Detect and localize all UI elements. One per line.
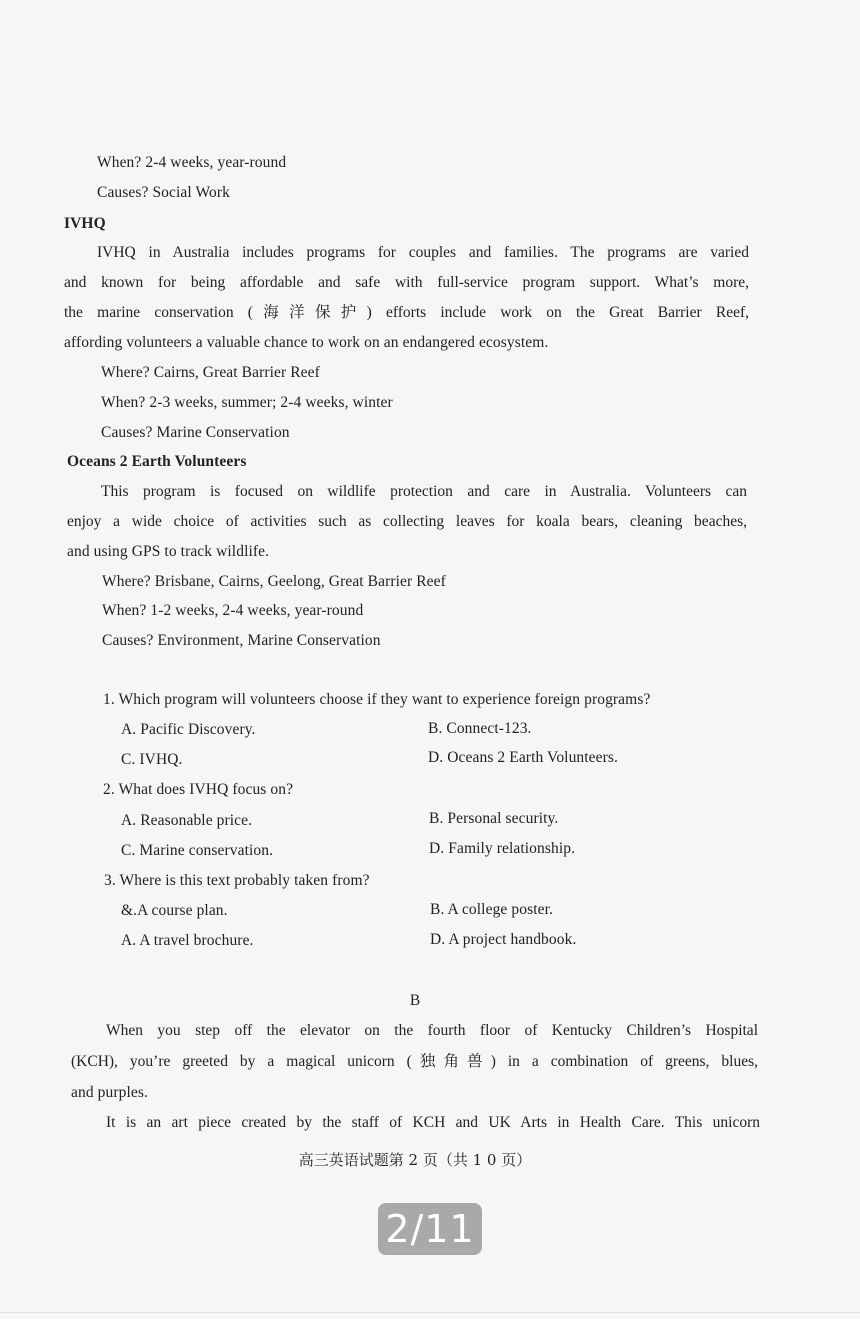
question-1-stem: 1. Which program will volunteers choose if they want to experience foreign programs? (103, 691, 651, 708)
section-b-paragraph-line: It is an art piece created by the staff of KCH and UK Arts in Health Care. This unicorn (106, 1114, 760, 1131)
oceans-heading: Oceans 2 Earth Volunteers (67, 453, 247, 470)
connect-when-line: When? 2-4 weeks, year-round (97, 154, 287, 171)
oceans-when-line: When? 1-2 weeks, 2-4 weeks, year-round (102, 602, 364, 619)
oceans-paragraph-line: enjoy a wide choice of activities such as collecting leaves for koala bears, cleaning beaches, (67, 513, 747, 530)
section-b-paragraph-line: and purples. (71, 1084, 148, 1101)
oceans-causes-line: Causes? Environment, Marine Conservation (102, 632, 381, 649)
bottom-divider (0, 1312, 860, 1313)
ivhq-causes-line: Causes? Marine Conservation (101, 424, 290, 441)
connect-causes-line: Causes? Social Work (97, 184, 230, 201)
question-1-option-a: A. Pacific Discovery. (121, 721, 256, 738)
section-b-paragraph-line: (KCH), you’re greeted by a magical unicorn (独角兽) in a combination of greens, blues, (71, 1053, 758, 1070)
ivhq-when-line: When? 2-3 weeks, summer; 2-4 weeks, winter (101, 394, 393, 411)
question-1-option-c: C. IVHQ. (121, 751, 183, 768)
question-1-option-d: D. Oceans 2 Earth Volunteers. (428, 749, 619, 766)
oceans-paragraph-line: This program is focused on wildlife protection and care in Australia. Volunteers can (101, 483, 747, 500)
ivhq-paragraph-line: IVHQ in Australia includes programs for couples and families. The programs are varied (97, 244, 749, 261)
ivhq-paragraph-line: and known for being affordable and safe with full-service program support. What’s more, (64, 274, 749, 291)
ivhq-paragraph-line: the marine conservation (海洋保护) efforts include work on the Great Barrier Reef, (64, 304, 749, 321)
question-3-option-c: A. A travel brochure. (121, 932, 254, 949)
question-2-option-d: D. Family relationship. (429, 840, 576, 857)
page-indicator-badge: 2/11 (378, 1203, 482, 1255)
question-3-option-b: B. A college poster. (430, 901, 553, 918)
oceans-paragraph-line: and using GPS to track wildlife. (67, 543, 270, 560)
page-footer: 高三英语试题第 2 页（共 1 0 页） (298, 1151, 532, 1169)
question-3-stem: 3. Where is this text probably taken from? (104, 872, 370, 889)
question-3-option-a: &.A course plan. (121, 902, 228, 919)
oceans-where-line: Where? Brisbane, Cairns, Geelong, Great Barrier Reef (102, 573, 446, 590)
question-2-option-a: A. Reasonable price. (121, 812, 253, 829)
question-2-stem: 2. What does IVHQ focus on? (103, 781, 294, 798)
ivhq-heading: IVHQ (64, 215, 106, 232)
question-2-option-b: B. Personal security. (429, 810, 559, 827)
question-2-option-c: C. Marine conservation. (121, 842, 274, 859)
question-3-option-d: D. A project handbook. (430, 931, 577, 948)
section-b-paragraph-line: When you step off the elevator on the fourth floor of Kentucky Children’s Hospital (106, 1022, 758, 1039)
question-1-option-b: B. Connect-123. (428, 720, 532, 737)
ivhq-paragraph-line: affording volunteers a valuable chance to work on an endangered ecosystem. (64, 334, 549, 351)
ivhq-where-line: Where? Cairns, Great Barrier Reef (101, 364, 320, 381)
section-b-heading: B (409, 992, 421, 1009)
